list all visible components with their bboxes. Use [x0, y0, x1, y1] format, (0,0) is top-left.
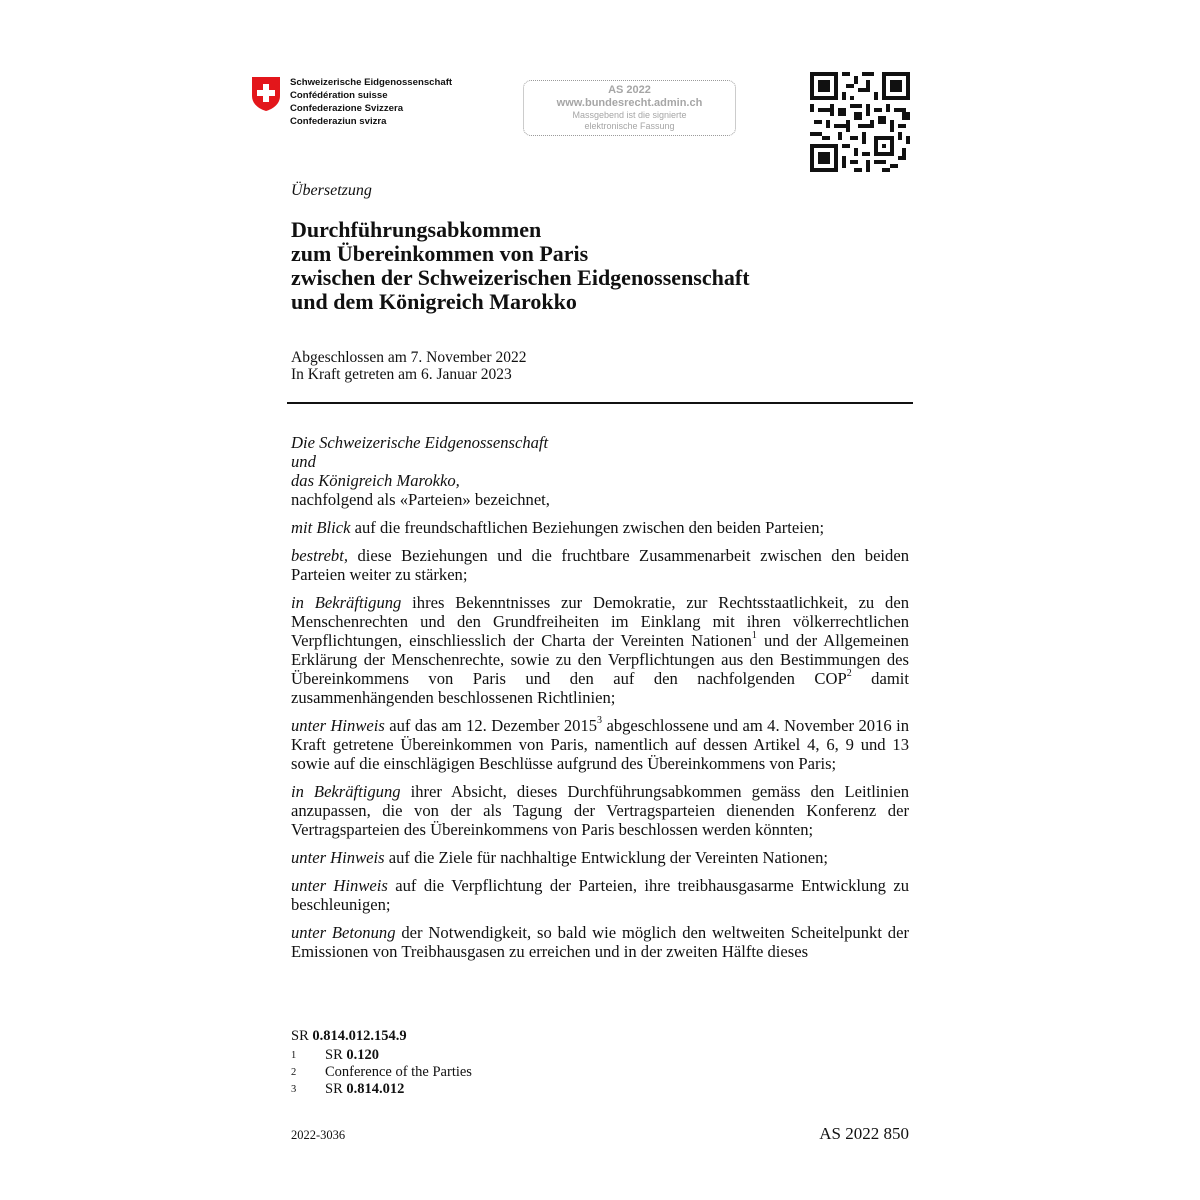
title-line-2: zum Übereinkommen von Paris [291, 241, 589, 266]
recital-2 [291, 546, 909, 584]
as-reference: AS 2022 850 [819, 1124, 909, 1143]
confederation-logo [251, 76, 452, 128]
in-force-date: In Kraft getreten am 6. Januar 2023 [291, 366, 512, 383]
recital-6-text: auf die Ziele für nachhaltige Entwicklung der Vereinten Nationen; [384, 848, 828, 867]
recital-7-text: auf die Verpflichtung der Parteien, ihre treibhausgasarme Entwicklung zu beschleunigen; [291, 876, 909, 914]
recital-6-lead: unter Hinweis [291, 848, 385, 867]
confed-fr: Confédération suisse [290, 90, 388, 101]
recital-6 [291, 848, 909, 867]
recital-2-lead: bestrebt, [291, 546, 348, 565]
recital-3-text-c: damit zusammenhängenden beschlossenen Richtlinien; [291, 669, 909, 707]
recital-7-lead: unter Hinweis [291, 876, 388, 895]
swiss-cross-icon [251, 76, 281, 112]
confederation-names [290, 76, 452, 128]
hereafter-clause: nachfolgend als «Parteien» bezeichnet, [291, 490, 550, 509]
footnote-3 [291, 1081, 472, 1098]
footnote-text [325, 1047, 379, 1064]
footnote-list [291, 1047, 472, 1098]
preamble [291, 433, 909, 970]
official-stamp [523, 80, 736, 136]
confed-de: Schweizerische Eidgenossenschaft [290, 77, 453, 88]
recital-4 [291, 716, 909, 773]
title-line-4: und dem Königreich Marokko [291, 289, 577, 314]
and-word: und [291, 452, 316, 471]
sr-reference [291, 1028, 407, 1045]
recital-2-text: diese Beziehungen und die fruchtbare Zusammenarbeit zwischen den beiden Parteien weiter zu stärken; [291, 546, 909, 584]
qr-code-icon [810, 72, 910, 172]
footnote-ref-1[interactable]: 1 [751, 630, 757, 641]
recital-3-lead: in Bekräftigung [291, 593, 402, 612]
recital-3-text-a: ihres Bekenntnisses zur Demokratie, zur Rechtsstaatlichkeit, zu den Menschenrechten und den Grundfreiheiten im Einklang mit ihren völkerrechtlichen Verpflichtungen, einschliesslich der Charta der Vereinten Nationen [291, 593, 909, 650]
recital-8-text: der Notwendigkeit, so bald wie möglich den weltweiten Scheitelpunkt der Emissionen von Treibhausgasen zu erreichen und in der zweiten Hälfte dieses [291, 923, 909, 961]
sr-number: 0.814.012.154.9 [312, 1028, 407, 1044]
recital-8-lead: unter Betonung [291, 923, 396, 942]
recital-3-text-b: und der Allgemeinen Erklärung der Menschenrechte, sowie zu den Verpflichtungen aus den Bestimmungen des Übereinkommens von Paris und den auf den nachfolgenden COP [291, 631, 909, 688]
stamp-as: AS 2022 [608, 84, 651, 96]
document-number: 2022-3036 [291, 1128, 346, 1142]
footnote-text [325, 1081, 404, 1098]
recital-4-text-a: auf das am 12. Dezember 2015 [384, 716, 598, 735]
recital-3 [291, 593, 909, 707]
recital-4-lead: unter Hinweis [291, 716, 385, 735]
footnote-text [325, 1064, 472, 1081]
recital-1-text: auf die freundschaftlichen Beziehungen zwischen den beiden Parteien; [350, 518, 825, 537]
confed-rm: Confederaziun svizra [290, 116, 387, 127]
footnote-bold: 0.120 [346, 1047, 379, 1063]
recital-5 [291, 782, 909, 839]
footnote-ref-2[interactable]: 2 [846, 668, 852, 679]
document-title [291, 218, 750, 314]
recital-8 [291, 923, 909, 961]
title-line-3: zwischen der Schweizerischen Eidgenossenschaft [291, 265, 750, 290]
footnote-1 [291, 1047, 472, 1064]
translation-label: Übersetzung [291, 182, 372, 199]
footnote-number: 2 [291, 1067, 297, 1078]
footnote-bold: 0.814.012 [346, 1081, 405, 1097]
footnote-2 [291, 1064, 472, 1081]
party-1: Die Schweizerische Eidgenossenschaft [291, 433, 549, 452]
title-divider [287, 402, 913, 404]
stamp-url: www.bundesrecht.admin.ch [556, 97, 703, 109]
document-dates [291, 349, 526, 383]
recital-1-lead: mit Blick [291, 518, 351, 537]
recital-4-text-b: abgeschlossene und am 4. November 2016 in Kraft getretene Übereinkommen von Paris, namentlich auf dessen Artikel 4, 6, 9 und 13 sowie auf die einschlägigen Beschlüsse aufgrund des Übereinkommens von Paris; [291, 716, 910, 773]
footnote-body: Conference of the Parties [325, 1064, 472, 1080]
recital-7 [291, 876, 909, 914]
footnote-number: 1 [291, 1050, 297, 1061]
confed-it: Confederazione Svizzera [290, 103, 404, 114]
recital-5-text: ihrer Absicht, dieses Durchführungsabkommen gemäss den Leitlinien anzupassen, die von der als Tagung der Vertragsparteien dienenden Konferenz der Vertragsparteien des Übereinkommens von Paris beschlossen werden könnten; [291, 782, 909, 839]
recital-5-lead: in Bekräftigung [291, 782, 401, 801]
footnote-prefix: SR [325, 1047, 347, 1063]
footnote-number: 3 [291, 1084, 297, 1095]
stamp-note-1: Massgebend ist die signierte [572, 110, 687, 120]
footnote-prefix: SR [325, 1081, 347, 1097]
stamp-note-2: elektronische Fassung [584, 121, 675, 131]
recital-1 [291, 518, 909, 537]
footnote-ref-3[interactable]: 3 [597, 715, 603, 726]
party-2: das Königreich Marokko, [291, 471, 460, 490]
sr-prefix: SR [291, 1028, 313, 1044]
title-line-1: Durchführungsabkommen [291, 217, 542, 242]
concluded-date: Abgeschlossen am 7. November 2022 [291, 349, 527, 366]
